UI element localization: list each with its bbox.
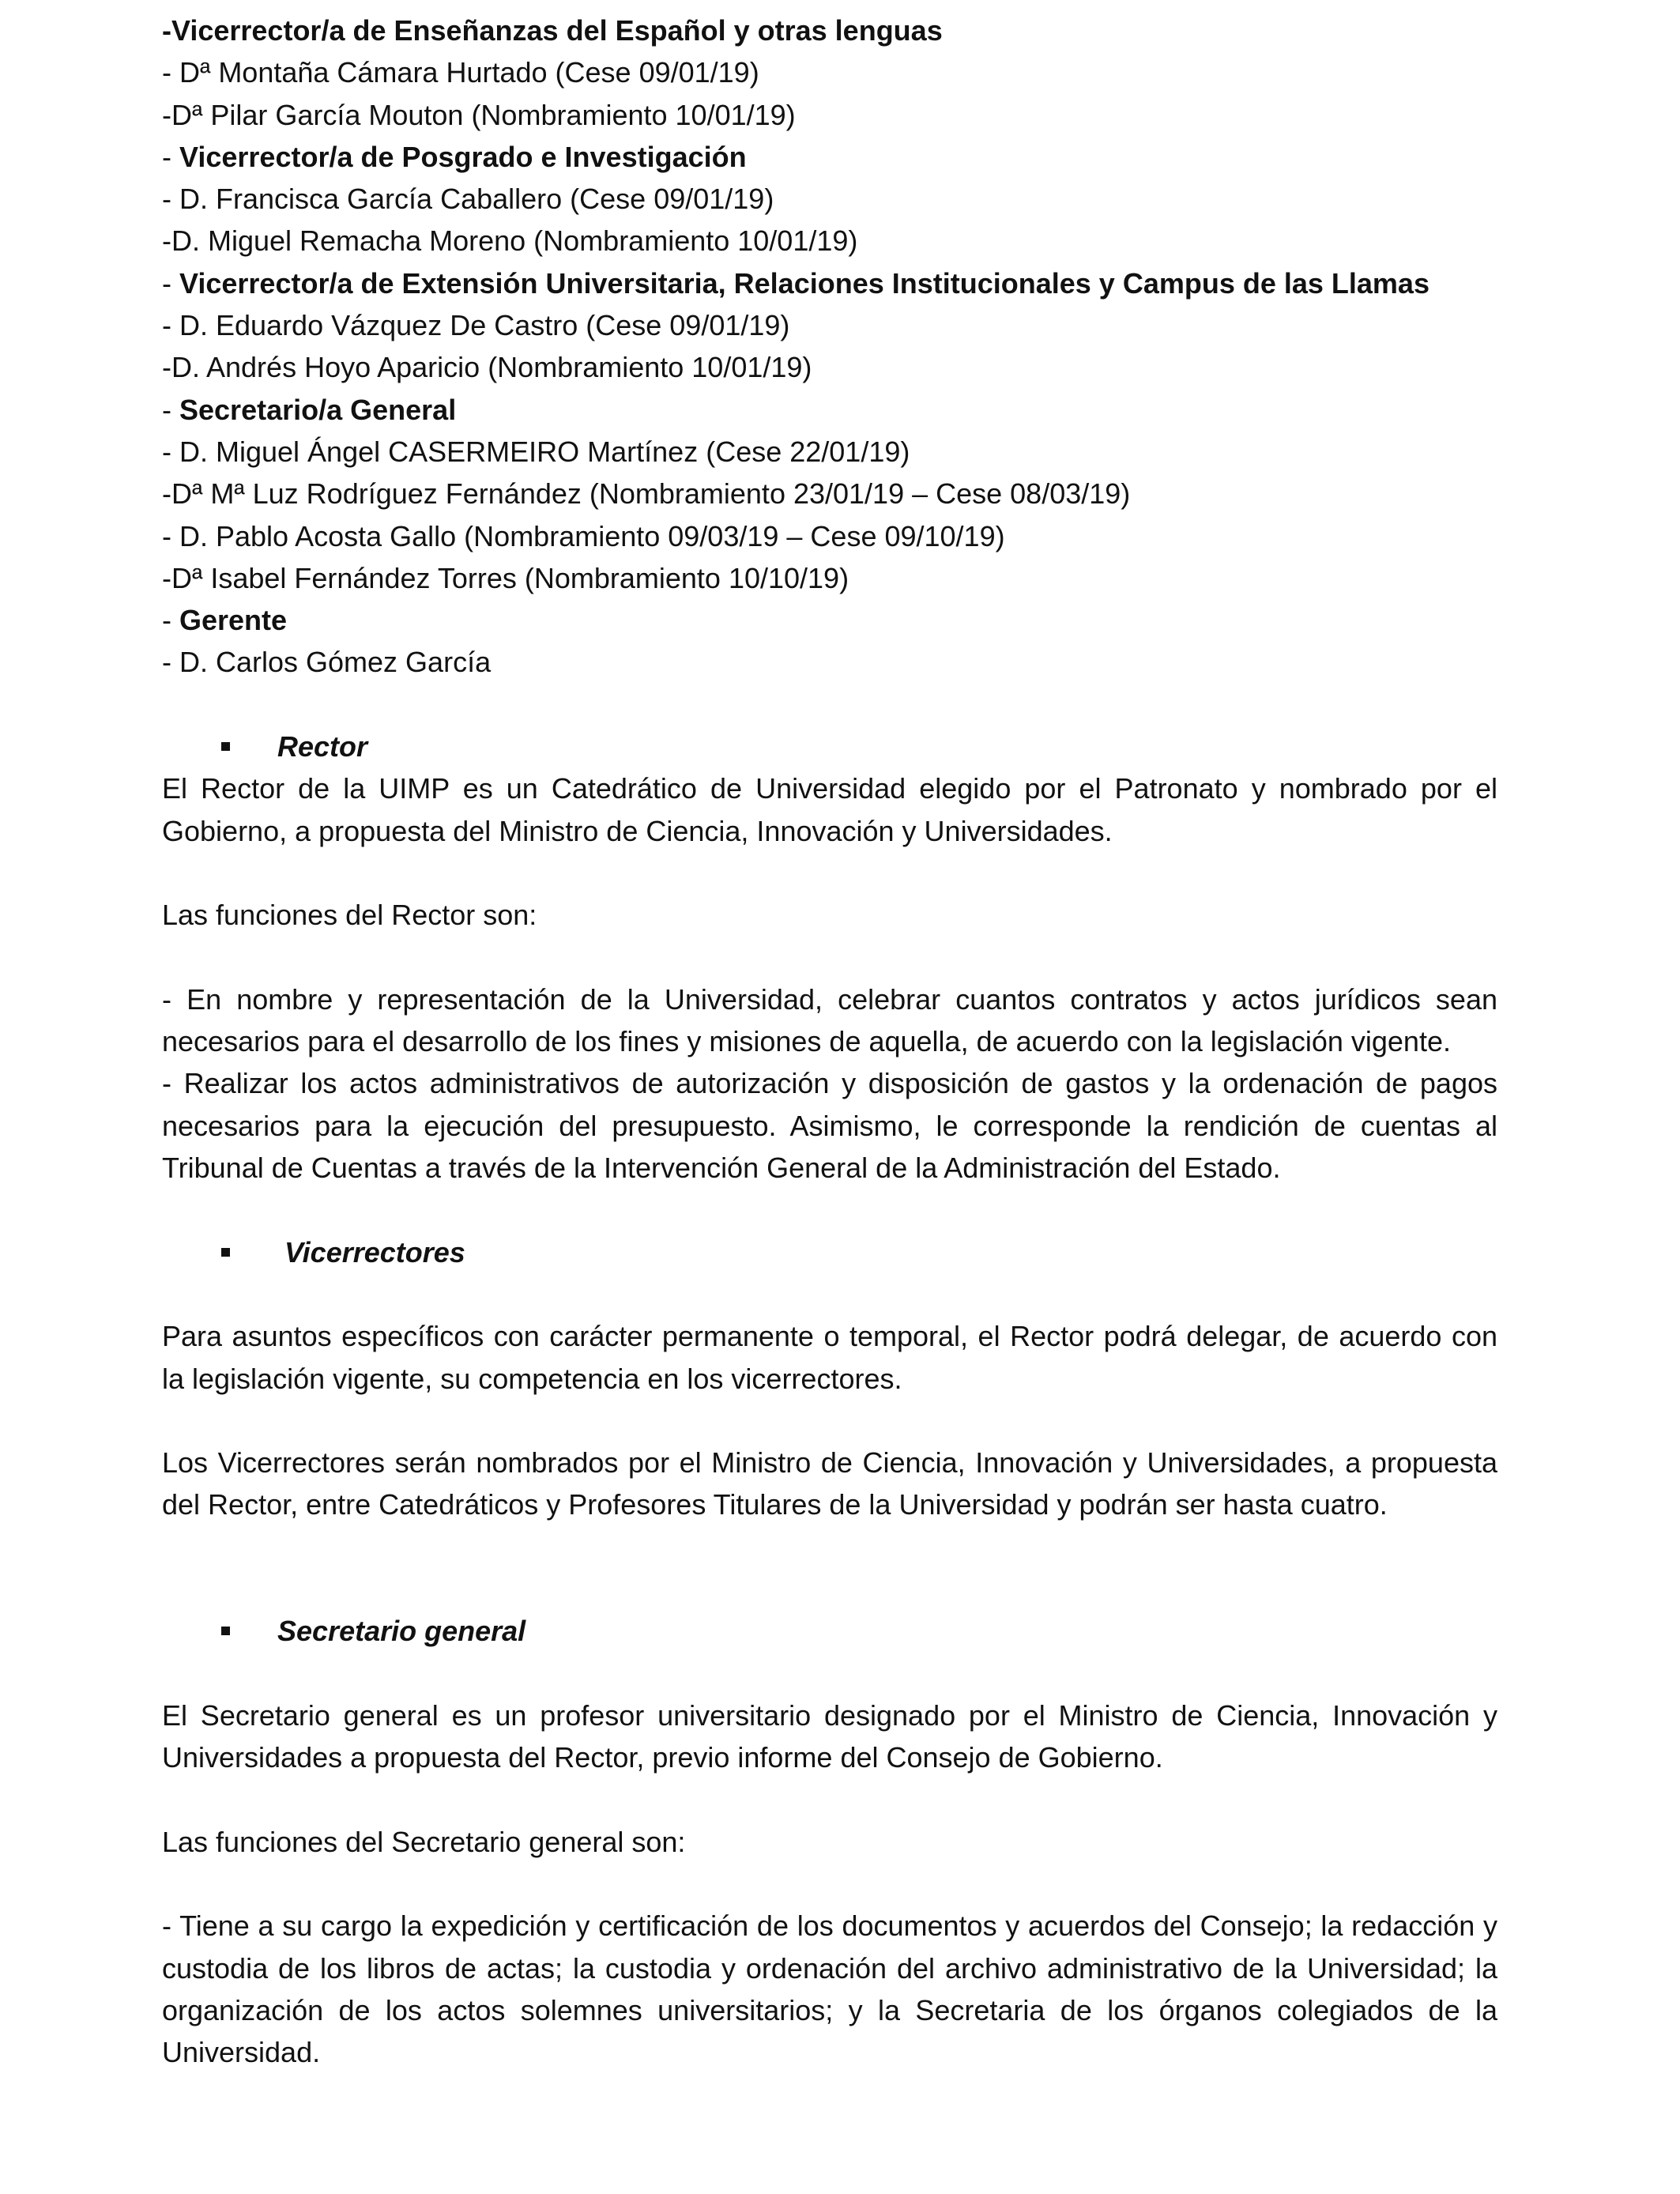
appointment-heading: - Vicerrector/a de Extensión Universitaria, Relaciones Institucionales y Campus de las Llamas — [162, 266, 1430, 300]
appointment-item: - D. Carlos Gómez García — [162, 646, 492, 679]
vicerrectores-para-2: Los Vicerrectores serán nombrados por el Ministro de Ciencia, Innovación y Universidades, a propuesta del Rector, entre Catedráticos y Profesores Titulares de la Universidad y podrán ser hasta cuatro. — [162, 1446, 1497, 1521]
rector-functions-intro: Las funciones del Rector son: — [162, 899, 537, 932]
appointment-item: -D. Andrés Hoyo Aparicio (Nombramiento 10/01/19) — [162, 351, 812, 384]
square-bullet-icon — [221, 1627, 230, 1635]
appointment-item: - D. Miguel Ángel CASERMEIRO Martínez (Cese 22/01/19) — [162, 435, 910, 468]
vicerrectores-para-1: Para asuntos específicos con carácter permanente o temporal, el Rector podrá delegar, de acuerdo con la legislación vigente, su competencia en los vicerrectores. — [162, 1320, 1497, 1395]
section-heading-secretario: Secretario general — [162, 1610, 1497, 1652]
appointment-item: - D. Eduardo Vázquez De Castro (Cese 09/01/19) — [162, 309, 790, 342]
appointment-item: -Dª Isabel Fernández Torres (Nombramiento 10/10/19) — [162, 561, 849, 594]
appointment-heading: -Vicerrector/a de Enseñanzas del Español y otras lenguas — [162, 14, 943, 47]
appointment-heading: - Gerente — [162, 604, 288, 637]
appointment-heading: - Vicerrector/a de Posgrado e Investigación — [162, 140, 747, 173]
appointment-item: - Dª Montaña Cámara Hurtado (Cese 09/01/19) — [162, 56, 759, 89]
secretario-function-1: - Tiene a su cargo la expedición y certificación de los documentos y acuerdos del Consejo; la redacción y custodia de los libros de actas; la custodia y ordenación del archivo administrativo de la Universidad; la organización de los actos solemnes universitarios; y la Secretaria de los órganos colegiados de la Universidad. — [162, 1909, 1497, 2069]
document-page — [162, 9, 1497, 2074]
appointment-item: -Dª Pilar García Mouton (Nombramiento 10/01/19) — [162, 98, 796, 131]
square-bullet-icon — [221, 1248, 230, 1257]
appointment-item: - D. Pablo Acosta Gallo (Nombramiento 09/03/19 – Cese 09/10/19) — [162, 519, 1005, 552]
appointments-list — [162, 9, 1497, 684]
appointment-item: - D. Francisca García Caballero (Cese 09/01/19) — [162, 183, 774, 216]
secretario-intro: El Secretario general es un profesor universitario designado por el Ministro de Ciencia, Innovación y Universidades a propuesta del Rector, previo informe del Consejo de Gobierno. — [162, 1698, 1497, 1774]
rector-intro: El Rector de la UIMP es un Catedrático de Universidad elegido por el Patronato y nombrado por el Gobierno, a propuesta del Ministro de Ciencia, Innovación y Universidades. — [162, 772, 1497, 847]
square-bullet-icon — [221, 742, 230, 751]
rector-function-1: - En nombre y representación de la Universidad, celebrar cuantos contratos y actos jurídicos sean necesarios para el desarrollo de los fines y misiones de aquella, de acuerdo con la legislación vigente. — [162, 982, 1497, 1058]
secretario-functions-intro: Las funciones del Secretario general son: — [162, 1825, 686, 1858]
appointment-heading: - Secretario/a General — [162, 393, 457, 426]
rector-function-2: - Realizar los actos administrativos de autorización y disposición de gastos y la ordenación de pagos necesarios para la ejecución del presupuesto. Asimismo, le corresponde la rendición de cuentas al Tribunal de Cuentas a través de la Intervención General de la Administración del Estado. — [162, 1067, 1497, 1185]
section-heading-vicerrectores: Vicerrectores — [162, 1231, 1497, 1273]
appointment-item: -D. Miguel Remacha Moreno (Nombramiento 10/01/19) — [162, 224, 858, 258]
section-heading-rector: Rector — [162, 726, 1497, 767]
appointment-item: -Dª Mª Luz Rodríguez Fernández (Nombramiento 23/01/19 – Cese 08/03/19) — [162, 477, 1131, 511]
